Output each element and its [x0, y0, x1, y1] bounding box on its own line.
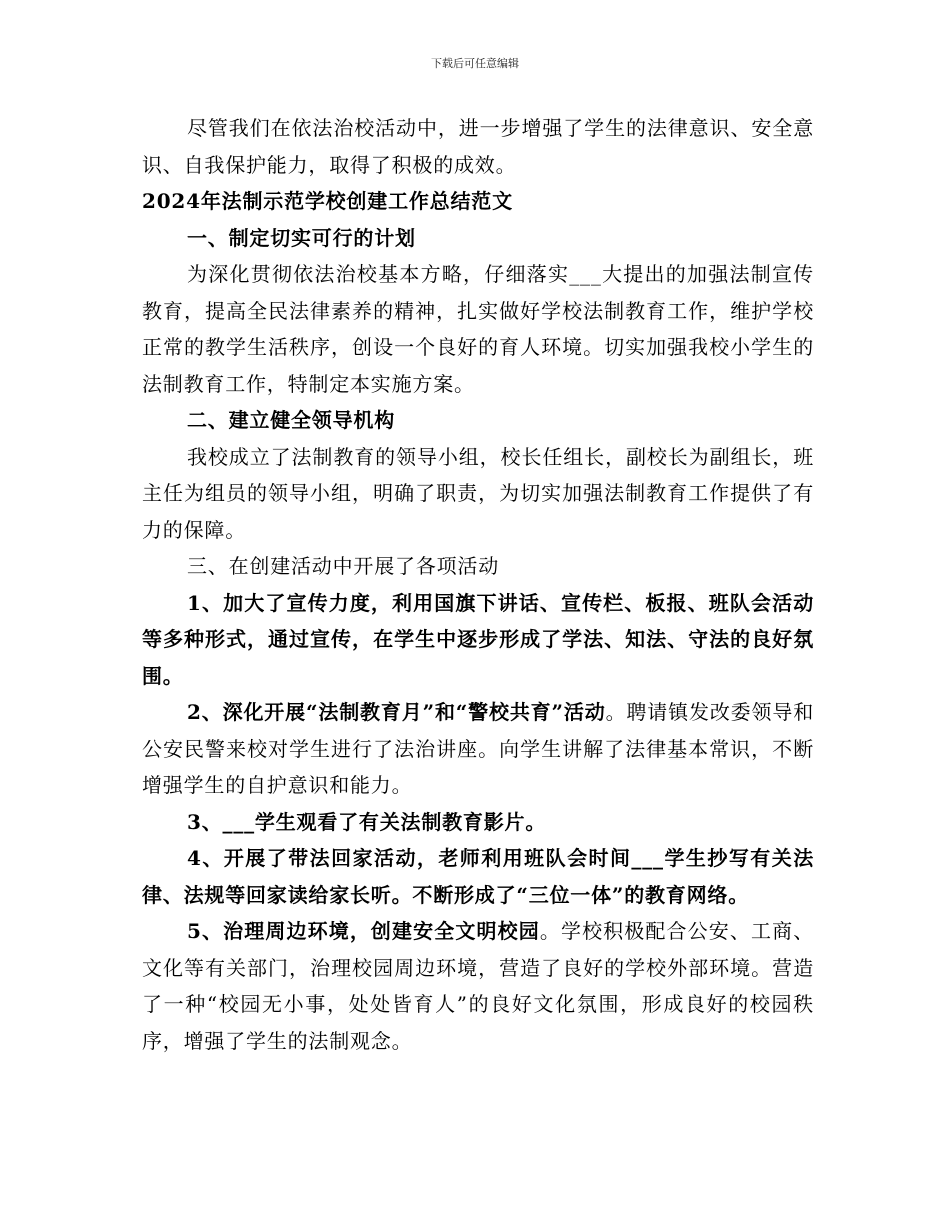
page-header: 下载后可任意编辑 — [431, 57, 519, 70]
section-1-paragraph: 为深化贯彻依法治校基本方略，仔细落实___大提出的加强法制宣传教育，提高全民法律素养的精神，扎实做好学校法制教育工作，维护学校正常的教学生活秩序，创设一个良好的育人环境。切实加强我校小学生的法制教育工作，特制定本实施方案。 — [142, 262, 814, 396]
document-body — [142, 110, 814, 1059]
activity-item-2-text: 。聘请镇发改委领导和公安民警来校对学生进行了法治讲座。向学生讲解了法律基本常识，不断增强学生的自护意识和能力。 — [142, 700, 815, 797]
activity-item-2-heading: 2、深化开展“法制教育月”和“警校共育”活动 — [187, 700, 606, 724]
activity-item-2 — [142, 694, 814, 804]
document-title: 2024年法制示范学校创建工作总结范文 — [142, 189, 513, 213]
activity-item-5-heading: 5、治理周边环境，创建安全文明校园 — [187, 919, 540, 943]
intro-paragraph: 尽管我们在依法治校活动中，进一步增强了学生的法律意识、安全意识、自我保护能力，取得了积极的成效。 — [142, 116, 814, 177]
section-2-heading: 二、建立健全领导机构 — [187, 408, 395, 432]
activity-item-4: 4、开展了带法回家活动，老师利用班队会时间___学生抄写有关法律、法规等回家读给家长听。不断形成了“三位一体”的教育网络。 — [142, 846, 814, 907]
activity-item-3: 3、___学生观看了有关法制教育影片。 — [187, 809, 547, 834]
section-3-heading: 三、在创建活动中开展了各项活动 — [187, 554, 499, 578]
section-1-heading: 一、制定切实可行的计划 — [187, 225, 416, 250]
activity-item-5 — [142, 913, 814, 1059]
activity-item-5-text: 。学校积极配合公安、工商、文化等有关部门，治理校园周边环境，营造了良好的学校外部环境。营造了一种“校园无小事，处处皆育人”的良好文化氛围，形成良好的校园秩序，增强了学生的法制观念。 — [142, 919, 814, 1053]
activity-item-1: 1、加大了宣传力度，利用国旗下讲话、宣传栏、板报、班队会活动等多种形式，通过宣传，在学生中逐步形成了学法、知法、守法的良好氛围。 — [142, 590, 814, 688]
section-2-paragraph: 我校成立了法制教育的领导小组，校长任组长，副校长为副组长，班主任为组员的领导小组，明确了职责，为切实加强法制教育工作提供了有力的保障。 — [142, 444, 814, 542]
